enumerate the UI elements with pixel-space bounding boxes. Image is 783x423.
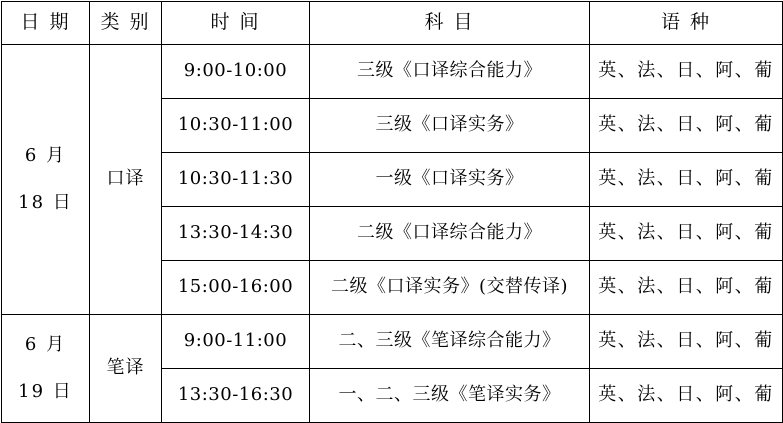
cell-subject: 一级《口译实务》 bbox=[310, 153, 590, 207]
column-header-category: 类 别 bbox=[90, 2, 162, 45]
cell-time: 9:00-11:00 bbox=[162, 315, 310, 369]
cell-category-group-1: 口译 bbox=[90, 45, 162, 315]
cell-subject: 一、二、三级《笔译实务》 bbox=[310, 369, 590, 423]
cell-language: 英、法、日、阿、葡 bbox=[590, 153, 783, 207]
date-line: 19 日 bbox=[18, 380, 73, 402]
table-row bbox=[2, 45, 783, 99]
table-header bbox=[2, 2, 783, 45]
column-header-date: 日 期 bbox=[2, 2, 90, 45]
column-header-time: 时 间 bbox=[162, 2, 310, 45]
cell-time: 9:00-10:00 bbox=[162, 45, 310, 99]
table-body bbox=[2, 45, 783, 423]
cell-language: 英、法、日、阿、葡 bbox=[590, 369, 783, 423]
cell-subject: 二级《口译实务》(交替传译) bbox=[310, 261, 590, 315]
cell-language: 英、法、日、阿、葡 bbox=[590, 315, 783, 369]
date-line: 18 日 bbox=[18, 191, 73, 213]
cell-subject: 三级《口译实务》 bbox=[310, 99, 590, 153]
cell-subject: 三级《口译综合能力》 bbox=[310, 45, 590, 99]
cell-time: 10:30-11:00 bbox=[162, 99, 310, 153]
cell-time: 13:30-16:30 bbox=[162, 369, 310, 423]
cell-date-group-1 bbox=[2, 45, 90, 315]
table-header-row bbox=[2, 2, 783, 45]
date-line: 6 月 bbox=[24, 145, 67, 167]
cell-date-group-2 bbox=[2, 315, 90, 423]
cell-subject: 二级《口译综合能力》 bbox=[310, 207, 590, 261]
cell-time: 10:30-11:30 bbox=[162, 153, 310, 207]
cell-language: 英、法、日、阿、葡 bbox=[590, 207, 783, 261]
cell-time: 13:30-14:30 bbox=[162, 207, 310, 261]
column-header-language: 语 种 bbox=[590, 2, 783, 45]
exam-schedule-table bbox=[1, 1, 783, 423]
table-row bbox=[2, 315, 783, 369]
cell-language: 英、法、日、阿、葡 bbox=[590, 261, 783, 315]
column-header-subject: 科 目 bbox=[310, 2, 590, 45]
cell-language: 英、法、日、阿、葡 bbox=[590, 45, 783, 99]
cell-language: 英、法、日、阿、葡 bbox=[590, 99, 783, 153]
date-line: 6 月 bbox=[24, 334, 67, 356]
cell-time: 15:00-16:00 bbox=[162, 261, 310, 315]
cell-subject: 二、三级《笔译综合能力》 bbox=[310, 315, 590, 369]
cell-category-group-2: 笔译 bbox=[90, 315, 162, 423]
